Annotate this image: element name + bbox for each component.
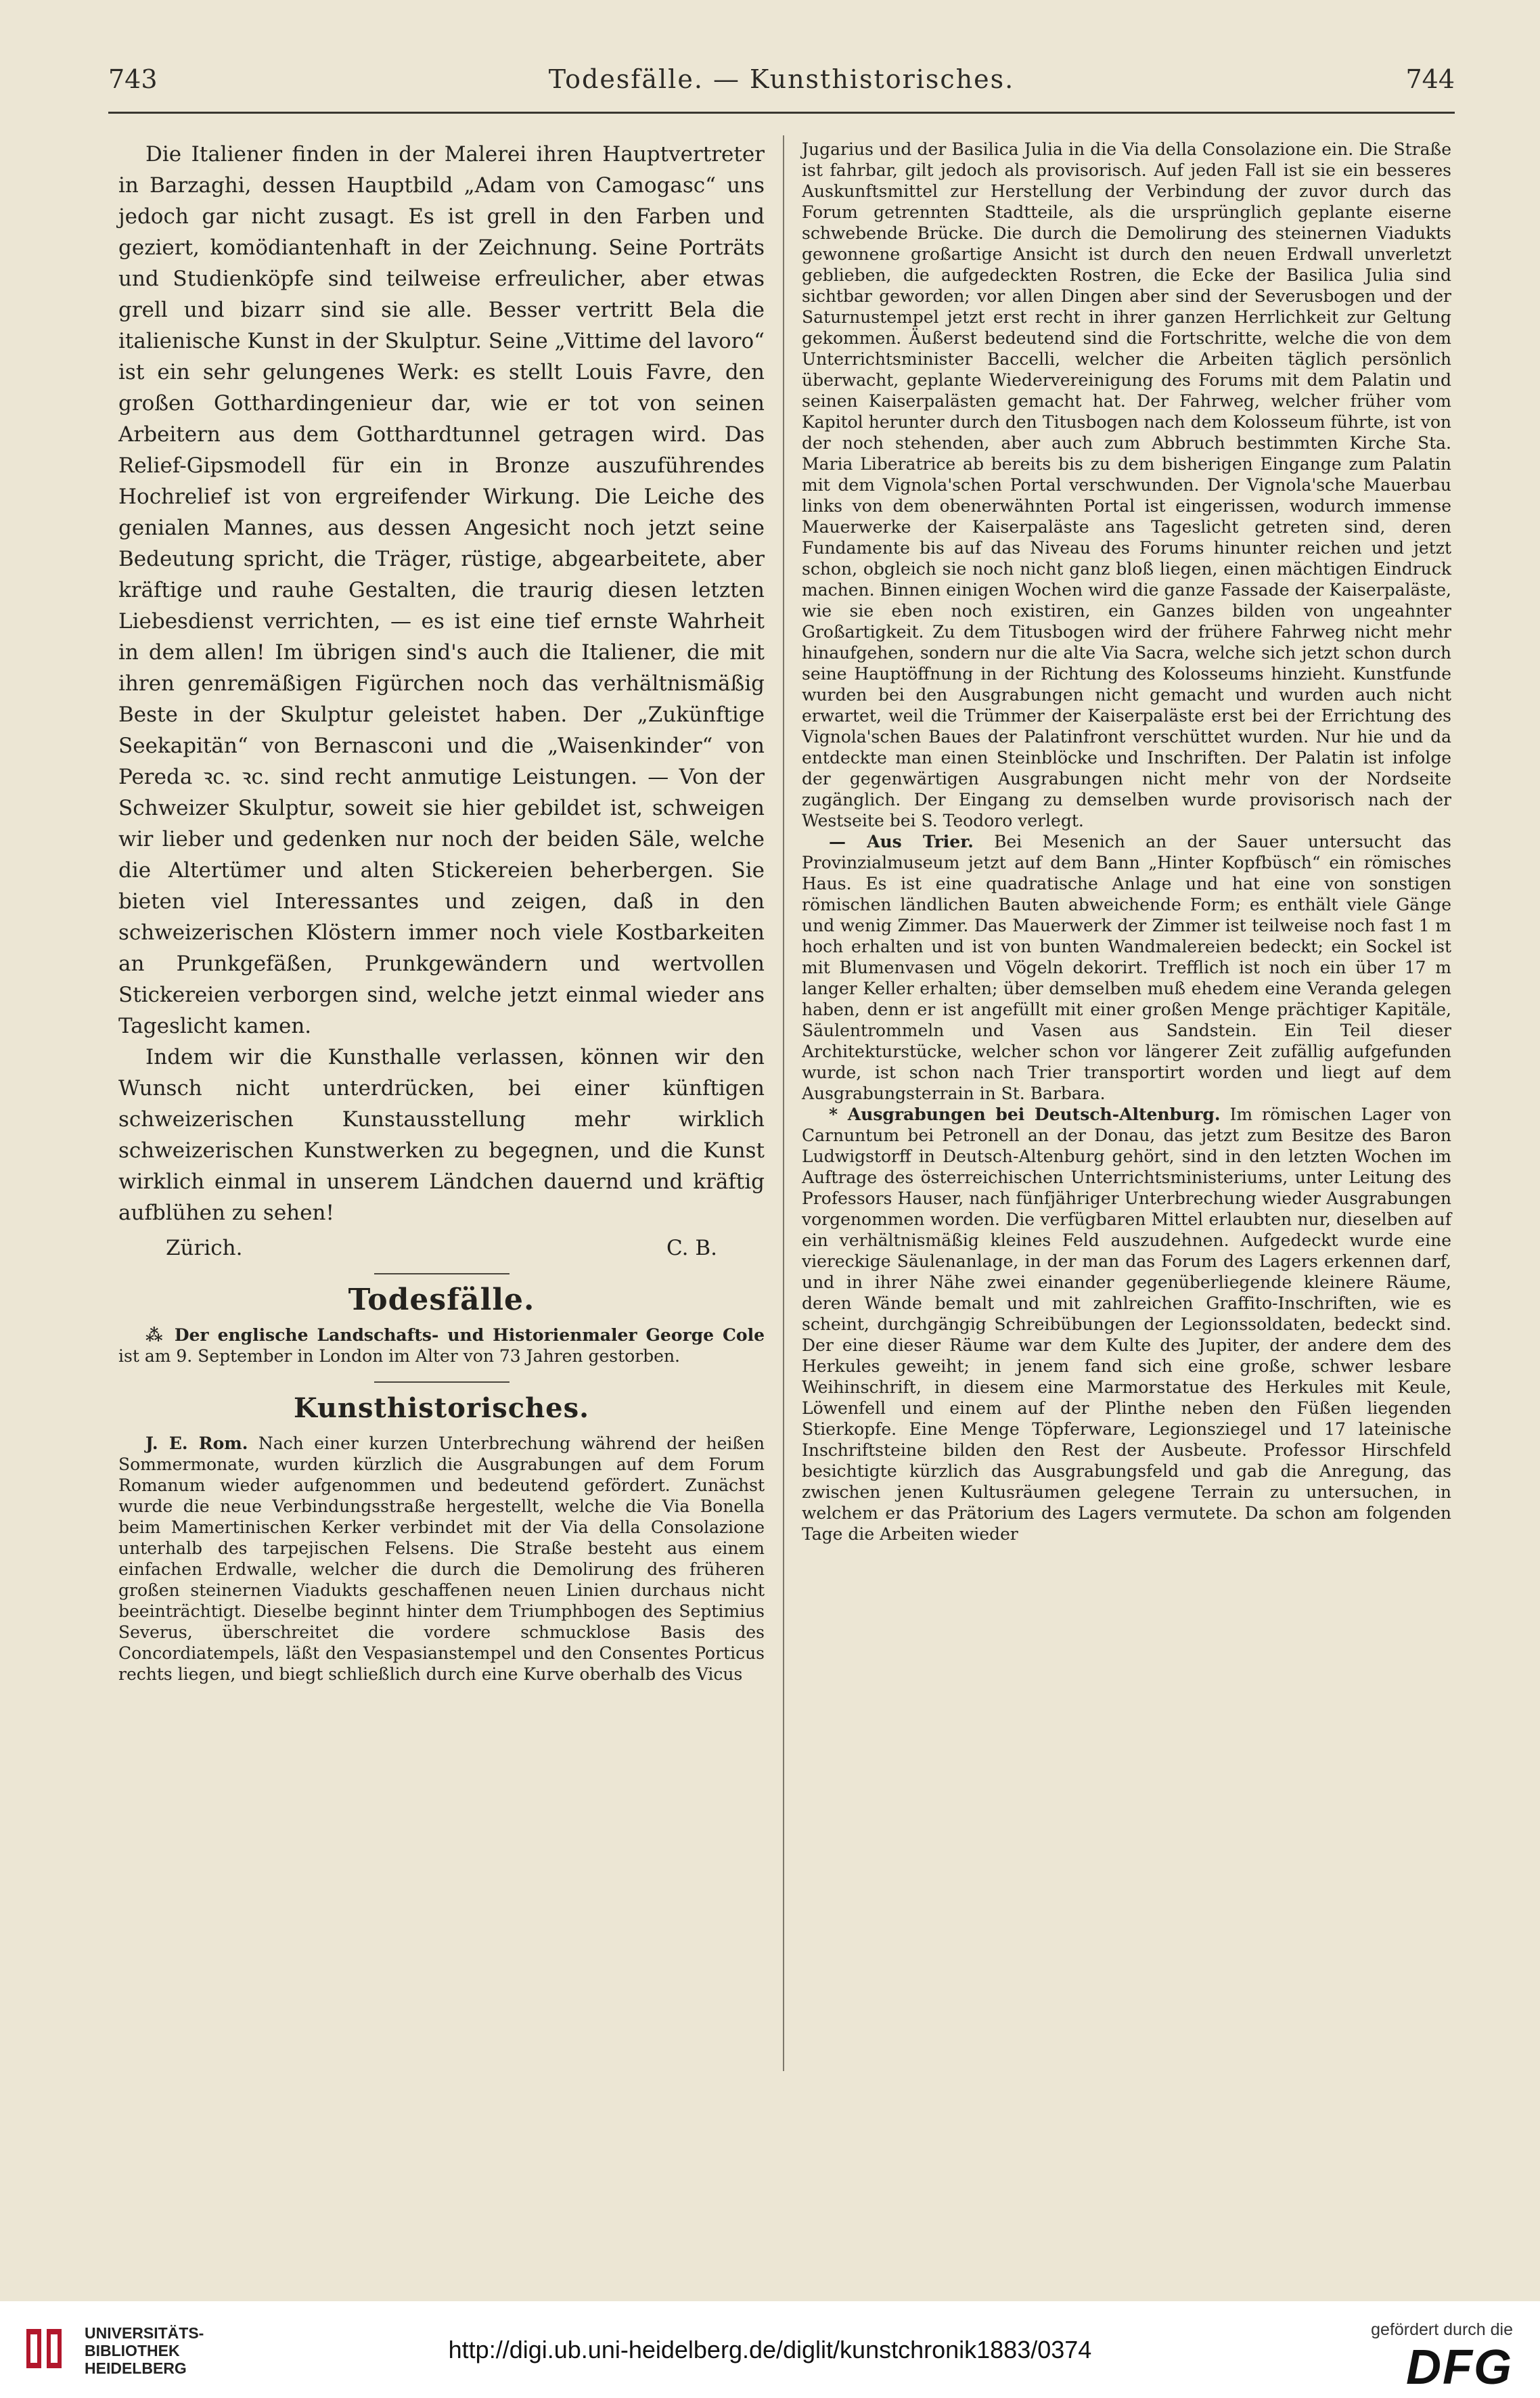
obituary-text: ist am 9. September in London im Alter von 73 Jahren gestorben. (118, 1346, 681, 1366)
rome-text: Nach einer kurzen Unterbrechung während der heißen Sommermonate, wurden kürzlich die Ausgrabungen auf dem Forum Romanum wieder aufgenommen und bedeutend gefördert. Zunächst wurde die neue Verbindungsstraße hergestellt, welche die Via Bonella beim Mamertinischen Kerker verbindet mit der Via della Consolazione unterhalb des tarpejischen Felsens. Die Straße besteht aus einem einfachen Erdwalle, welcher die durch die Demolirung des früheren großen steinernen Viadukts geschaffenen neuen Linien durchaus nicht beeinträchtigt. Dieselbe beginnt hinter dem Triumphbogen des Septimius Severus, überschreitet die vordere schmucklose Basis des Concordiatempels, läßt den Vespasianstempel und den Consentes Porticus rechts liegen, und biegt schließlich durch eine Kurve oberhalb des Vicus (118, 1434, 765, 1684)
right-column (802, 139, 1451, 1545)
signature-place: Zürich. (166, 1236, 243, 1260)
library-name-line: BIBLIOTHEK (85, 2342, 180, 2359)
permalink-url[interactable]: http://digi.ub.uni-heidelberg.de/diglit/kunstchronik1883/0374 (448, 2336, 1092, 2363)
trier-lead: — Aus Trier. (829, 832, 974, 851)
digitization-footer (0, 2301, 1540, 2398)
section-rule (374, 1381, 509, 1383)
deutsch-altenburg-text: Im römischen Lager von Carnuntum bei Petronell an der Donau, das jetzt zum Besitze des Baron Ludwigstorff in Deutsch-Altenburg gehört, sind in den letzten Wochen im Auftrage des österreichischen Unterrichtsministeriums, unter Leitung des Professors Hauser, nach fünfjähriger Unterbrechung wieder Ausgrabungen vorgenommen worden. Die verfügbaren Mittel erlaubten nur, dieselben auf ein verhältnismäßig kleines Feld auszudehnen. Aufgedeckt wurde eine viereckige Säulenanlage, in der man das Forum des Lagers erkennen darf, und in ihrer Nähe zwei einander gegenüberliegende kleinere Räume, deren Wände bemalt und mit zahlreichen Graffito-Inschriften, wie es scheint, durchgängig Schreibübungen der Legionssoldaten, bedeckt sind. Der eine dieser Räume war dem Kulte des Jupiter, der andere dem des Herkules geweiht; in jenem fand sich eine große, schwer lesbare Weihinschrift, in diesem eine Marmorstatue des Herkules mit Keule, Löwenfell und einem auf der Plinthe neben den Füßen liegenden Stierkopfe. Eine Menge Töpferware, Legionsziegel und 17 lateinische Inschriftsteine bilden den Rest der Ausbeute. Professor Hirschfeld besichtigte kürzlich das Ausgrabungsfeld und gab die Anregung, das zwischen jenen Kultusräumen gelegene Terrain zu untersuchen, in welchem er das Prätorium des Lagers vermutete. Da schon am folgenden Tage die Arbeiten wieder (802, 1105, 1451, 1544)
library-name-line: UNIVERSITÄTS- (85, 2324, 204, 2342)
left-column (118, 139, 765, 1685)
paragraph-closing-wish: Indem wir die Kunsthalle verlassen, können wir den Wunsch nicht unterdrücken, bei einer künftigen schweizerischen Kunstausstellung mehr wirklich schweizerischen Kunstwerken zu begegnen, und die Kunst wirklich einmal in unserem Ländchen dauernd und kräftig aufblühen zu sehen! (118, 1045, 765, 1225)
trier-text: Bei Mesenich an der Sauer untersucht das Provinzialmuseum jetzt auf dem Bann „Hinter Kopfbüsch“ ein römisches Haus. Es ist eine quadratische Anlage und hat eine von sonstigen römischen ländlichen Bauten abweichende Form; es enthält viele Gänge und wenig Zimmer. Das Mauerwerk der Zimmer ist teilweise noch fast 1 m hoch erhalten und ist von bunten Wandmalereien bedeckt; ein Sockel ist mit Blumenvasen und Vögeln dekorirt. Trefflich ist noch ein über 17 m langer Keller erhalten; über demselben muß ehedem eine Veranda gelegen haben, denn er ist angefüllt mit einer großen Menge prächtiger Kapitäle, Säulentrommeln und Vasen aus Sandstein. Ein Teil dieser Architekturstücke, welcher schon vor längerer Zeit zufällig aufgefunden wurde, ist schon nach Trier transportirt worden und liegt auf dem Ausgrabungsterrain in St. Barbara. (802, 832, 1451, 1103)
obituary-lead: ⁂ Der englische Landschafts- und Historienmaler George Cole (145, 1325, 765, 1345)
rome-lead: J. E. Rom. (145, 1434, 248, 1453)
obituary-paragraph (118, 1325, 765, 1367)
paragraph-italian-art: Die Italiener finden in der Malerei ihren Hauptvertreter in Barzaghi, dessen Hauptbild „Adam von Camogasc“ uns jedoch gar nicht zusagt. Es ist grell in den Farben und geziert, komödiantenhaft in der Zeichnung. Seine Porträts und Studienköpfe sind teilweise erfreulicher, aber etwas grell und bizarr sind sie alle. Besser vertritt Bela die italienische Kunst in der Skulptur. Seine „Vittime del lavoro“ ist ein sehr gelungenes Werk: es stellt Louis Favre, den großen Gotthardingenieur dar, wie er tot von seinen Arbeitern aus dem Gotthardtunnel getragen wird. Das Relief-Gipsmodell für ein in Bronze auszuführendes Hochrelief ist von ergreifender Wirkung. Die Leiche des genialen Mannes, aus dessen Angesicht noch jetzt seine Bedeutung spricht, die Träger, rüstige, abgearbeitete, aber kräftige und rauhe Gestalten, die traurig diesen letzten Liebesdienst verrichten, — es ist eine tief ernste Wahrheit in dem allen! Im übrigen sind's auch die Italiener, die mit ihren genremäßigen Figürchen noch das verhältnismäßig Beste in der Skulptur geleistet haben. Der „Zukünftige Seekapitän“ von Bernasconi und die „Waisenkinder“ von Pereda ꝛc. ꝛc. sind recht anmutige Leistungen. — Von der Schweizer Skulptur, soweit sie hier gebildet ist, schweigen wir lieber und gedenken nur noch der beiden Säle, welche die Altertümer und alten Stickereien beherbergen. Sie bieten viel Interessantes und zeigen, daß in den schweizerischen Klöstern immer noch viele Kostbarkeiten an Prunkgefäßen, Prunkgewändern und wertvollen Stickereien verborgen sind, welche jetzt einmal wieder ans Tageslicht kamen. (118, 142, 765, 1038)
section-title-art-history: Kunsthistorisches. (293, 1392, 590, 1424)
section-rule (374, 1273, 509, 1274)
signature-initials: C. B. (666, 1236, 717, 1260)
page-number-right: 744 (1405, 64, 1455, 94)
trier-paragraph (802, 831, 1451, 1104)
page-number-left: 743 (108, 64, 158, 94)
rome-continued: Jugarius und der Basilica Julia in die Via della Consolazione ein. Die Straße ist fahrbar, gilt jedoch als provisorisch. Auf jeden Fall ist sie ein besseres Auskunftsmittel zur Herstellung der Verbindung der zuvor durch das Forum getrennten Stadtteile, als die ursprünglich geplante eiserne schwebende Brücke. Die durch die Demolirung des steinernen Viadukts gewonnene großartige Ansicht ist durch den neuen Erdwall unverletzt geblieben, die aufgedeckten Rostren, die Ecke der Basilica Julia sind sichtbar geworden; vor allen Dingen aber sind der Severusbogen und der Saturnustempel jetzt erst recht in ihrer ganzen Herrlichkeit zur Geltung gekommen. Äußerst bedeutend sind die Fortschritte, welche die von dem Unterrichtsminister Baccelli, welcher die Arbeiten täglich persönlich überwacht, geplante Wiedervereinigung des Forums mit dem Palatin und seinen Kaiserpalästen gemacht hat. Der Fahrweg, welcher früher vom Kapitol herunter durch den Titusbogen nach dem Kolosseum führte, ist von der noch stehenden, aber auch zum Abbruch bestimmten Kirche Sta. Maria Liberatrice ab bereits bis zu dem bisherigen Eingange zum Palatin mit dem Vignola'schen Portal verschwunden. Der Vignola'sche Mauerbau links von dem obenerwähnten Portal ist eingerissen, wodurch immense Mauerwerke der Kaiserpaläste ans Tageslicht getreten sind, deren Fundamente bis auf das Niveau des Forums hinunter reichen und jetzt schon, obgleich sie noch nicht ganz bloß liegen, einen mächtigen Eindruck machen. Binnen einigen Wochen wird die ganze Fassade der Kaiserpaläste, wie sie eben noch existiren, ein Ganzes bilden von ungeahnter Großartigkeit. Zu dem Titusbogen wird der frühere Fahrweg nicht mehr hinaufgehen, sondern nur die alte Via Sacra, welche sich jetzt schon durch seine Hauptöffnung in der Richtung des Kolosseums hinzieht. Kunstfunde wurden bei den Ausgrabungen nicht gemacht und wurden auch nicht erwartet, weil die Trümmer der Kaiserpaläste erst bei der Errichtung des Vignola'schen Baues der Palatinfront verschüttet wurden. Nur hie und da entdeckte man einen Steinblöcke und Inschriften. Der Palatin ist infolge der gegenwärtigen Ausgrabungen nicht mehr von der Nordseite zugänglich. Der Eingang zu demselben wurde provisorisch nach der Westseite bei S. Teodoro verlegt. (802, 139, 1451, 830)
deutsch-altenburg-lead: * Ausgrabungen bei Deutsch-Altenburg. (829, 1105, 1221, 1124)
column-divider (783, 135, 784, 2071)
dfg-logo: DFG (1406, 2340, 1513, 2395)
deutsch-altenburg-paragraph (802, 1104, 1451, 1545)
running-header (108, 64, 1455, 105)
rome-paragraph (118, 1433, 765, 1685)
header-rule (108, 112, 1455, 114)
funding-note: gefördert durch die (1371, 2320, 1513, 2339)
running-title: Todesfälle. — Kunsthistorisches. (548, 64, 1015, 94)
section-title-deaths: Todesfälle. (348, 1283, 535, 1317)
signature-line (118, 1233, 765, 1264)
library-name-line: HEIDELBERG (85, 2359, 187, 2377)
